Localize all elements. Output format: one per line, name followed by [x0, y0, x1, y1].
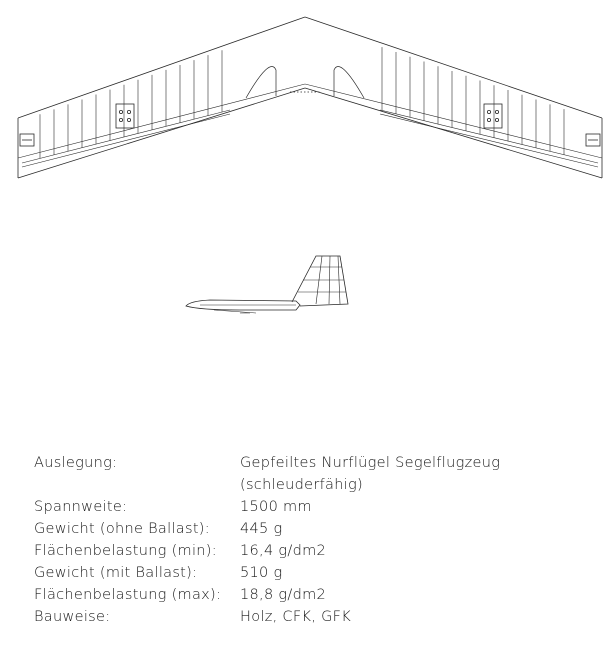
spec-row	[34, 452, 500, 496]
wing-planform-top-view	[18, 17, 602, 178]
spec-label: Spannweite:	[34, 499, 128, 515]
spec-row	[34, 606, 500, 628]
spec-row	[34, 496, 500, 518]
spec-value-line: 510 g	[240, 565, 283, 581]
spec-label: Gewicht (ohne Ballast):	[34, 521, 210, 537]
spec-value	[240, 518, 500, 540]
spec-value	[240, 496, 500, 518]
spec-row	[34, 518, 500, 540]
spec-label: Auslegung:	[34, 455, 118, 471]
spec-value-line: Holz, CFK, GFK	[240, 609, 352, 625]
spec-value	[240, 584, 500, 606]
spec-value	[240, 540, 500, 562]
glider-side-view	[186, 256, 348, 313]
spec-value-line: 18,8 g/dm2	[240, 587, 327, 603]
spec-value-line: Gepfeiltes Nurflügel Segelflugzeug	[240, 455, 501, 471]
spec-value	[240, 606, 500, 628]
spec-row	[34, 584, 500, 606]
spec-label: Flächenbelastung (min):	[34, 543, 217, 559]
servo-bay-right	[484, 104, 502, 128]
wingtip-left	[20, 134, 34, 146]
spec-value	[240, 562, 500, 584]
spec-label: Gewicht (mit Ballast):	[34, 565, 198, 581]
spec-label: Flächenbelastung (max):	[34, 587, 222, 603]
spec-label: Bauweise:	[34, 609, 111, 625]
spec-value-line: 445 g	[240, 521, 283, 537]
spec-value-line: 16,4 g/dm2	[240, 543, 327, 559]
specification-table	[34, 452, 500, 628]
spec-value	[240, 452, 500, 496]
spec-value-line: 1500 mm	[240, 499, 312, 515]
spec-row	[34, 540, 500, 562]
spec-value-line: (schleuderfähig)	[240, 477, 363, 493]
servo-bay-left	[116, 104, 134, 128]
spec-row	[34, 562, 500, 584]
wingtip-right	[586, 134, 600, 146]
